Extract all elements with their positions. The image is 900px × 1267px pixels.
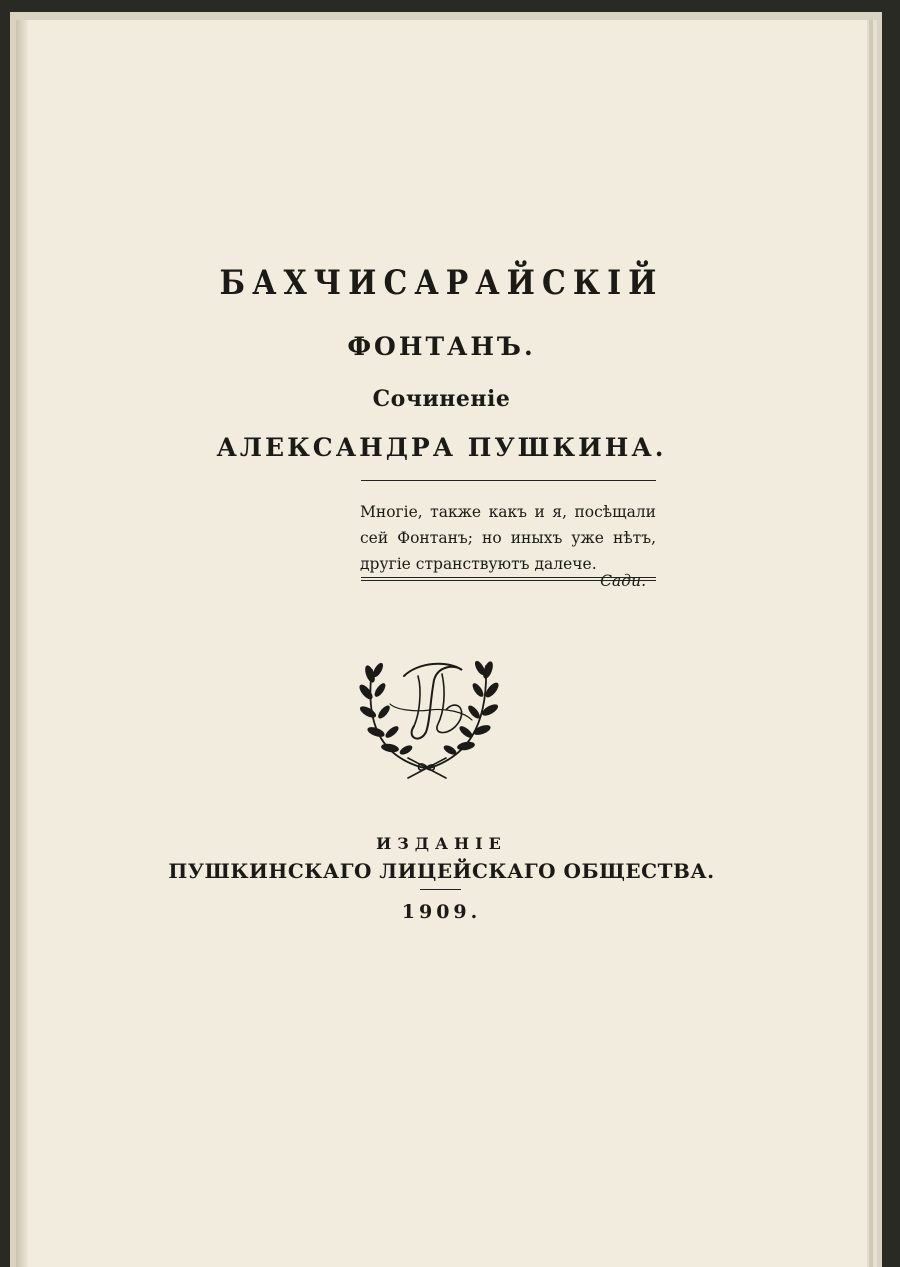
laurel-wreath-monogram-icon xyxy=(346,640,506,780)
publisher-name: ПУШКИНСКАГО ЛИЦЕЙСКАГО ОБЩЕСТВА. xyxy=(168,859,715,883)
imprint-rule xyxy=(420,889,461,890)
epigraph-line: Многіе, также какъ и я, посѣщали xyxy=(360,503,656,521)
title-page xyxy=(16,20,867,1267)
work-label: Сочиненіе xyxy=(372,386,511,412)
page-gutter xyxy=(16,20,28,1267)
epigraph-attribution: Сади. xyxy=(600,572,646,590)
author-name: АЛЕКСАНДРА ПУШКИНА. xyxy=(216,433,667,462)
publisher-label: ИЗДАНІЕ xyxy=(376,834,507,853)
book-title: БАХЧИСАРАЙСКІЙ xyxy=(219,263,664,303)
epigraph-rule-top xyxy=(361,480,656,481)
publication-year: 1909. xyxy=(401,901,482,923)
epigraph-rule-bottom-thick xyxy=(361,580,656,581)
book-title-line-2: ФОНТАНЪ. xyxy=(347,332,536,361)
epigraph-line: другіе странствуютъ далече. xyxy=(360,555,597,573)
epigraph-line: сей Фонтанъ; но иныхъ уже нѣтъ, xyxy=(360,529,656,547)
epigraph-rule-bottom xyxy=(361,577,656,578)
